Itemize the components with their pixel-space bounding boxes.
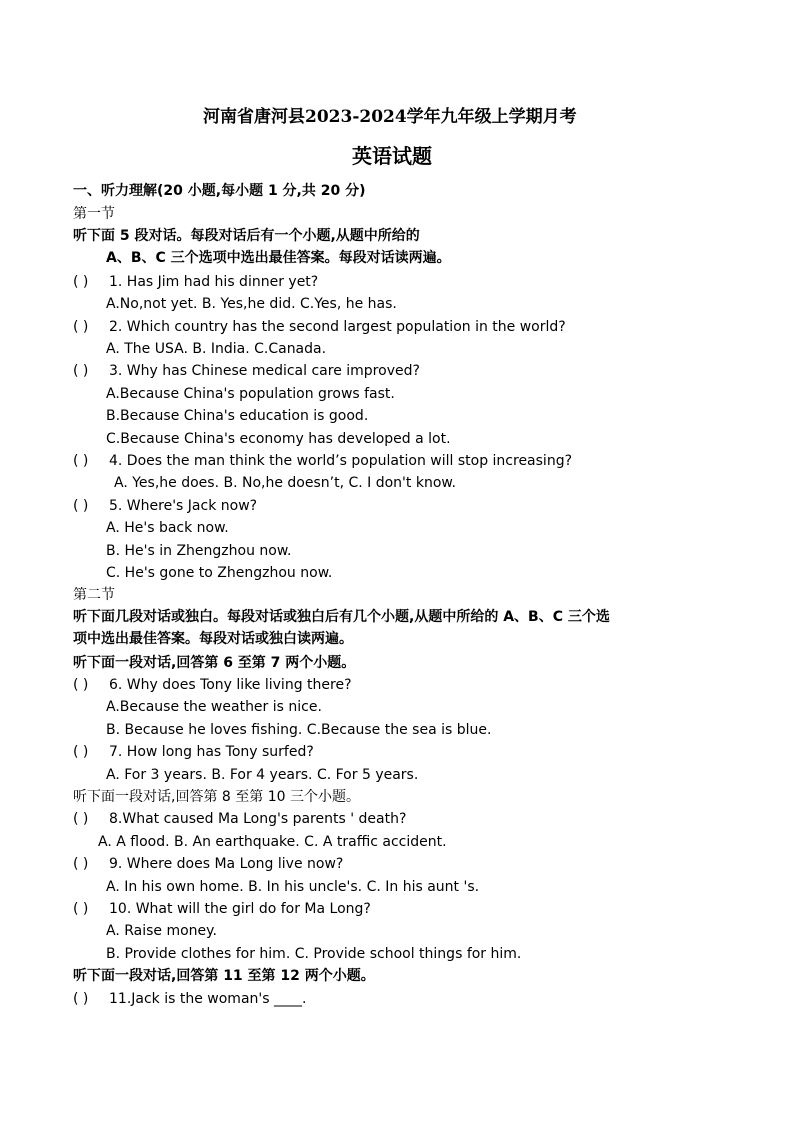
part1-instruction-line1: 听下面 5 段对话。每段对话后有一个小题,从题中所给的 bbox=[73, 228, 420, 244]
answer-blank[interactable]: ( ) bbox=[73, 856, 89, 872]
group-2-instruction: 听下面一段对话,回答第 8 至第 10 三个小题。 bbox=[73, 789, 360, 805]
question-3 bbox=[73, 362, 420, 380]
question-4-options: A. Yes,he does. B. No,he doesn’t, C. I don't know. bbox=[114, 475, 457, 491]
part2-instruction-line2: 项中选出最佳答案。每段对话或独白读两遍。 bbox=[73, 631, 353, 647]
answer-blank[interactable]: ( ) bbox=[73, 744, 89, 760]
answer-blank[interactable]: ( ) bbox=[73, 319, 89, 335]
part2-instruction-line1: 听下面几段对话或独白。每段对话或独白后有几个小题,从题中所给的 A、B、C 三个选 bbox=[73, 609, 610, 625]
part1-label: 第一节 bbox=[73, 206, 115, 222]
answer-blank[interactable]: ( ) bbox=[73, 363, 89, 379]
question-9-options: A. In his own home. B. In his uncle's. C. In his aunt 's. bbox=[106, 879, 480, 895]
question-8 bbox=[73, 810, 406, 828]
question-5-stem: 5. Where's Jack now? bbox=[109, 498, 258, 514]
group-3-instruction: 听下面一段对话,回答第 11 至第 12 两个小题。 bbox=[73, 968, 375, 984]
question-11 bbox=[73, 990, 306, 1008]
question-7-options: A. For 3 years. B. For 4 years. C. For 5 years. bbox=[106, 767, 419, 783]
part2-label: 第二节 bbox=[73, 587, 115, 603]
question-6-option-bc: B. Because he loves fishing. C.Because the sea is blue. bbox=[106, 722, 492, 738]
question-2-stem: 2. Which country has the second largest population in the world? bbox=[109, 319, 566, 335]
question-1-options: A.No,not yet. B. Yes,he did. C.Yes, he has. bbox=[106, 296, 397, 312]
question-10-stem: 10. What will the girl do for Ma Long? bbox=[109, 901, 371, 917]
answer-blank[interactable]: ( ) bbox=[73, 991, 89, 1007]
question-3-option-a: A.Because China's population grows fast. bbox=[106, 386, 395, 402]
exam-title: 河南省唐河县2023-2024学年九年级上学期月考 bbox=[203, 107, 577, 127]
question-5-option-c: C. He's gone to Zhengzhou now. bbox=[106, 565, 333, 581]
question-3-option-b: B.Because China's education is good. bbox=[106, 408, 369, 424]
answer-blank[interactable]: ( ) bbox=[73, 677, 89, 693]
question-8-stem: 8.What caused Ma Long's parents ' death? bbox=[109, 811, 407, 827]
question-6 bbox=[73, 676, 352, 694]
question-9 bbox=[73, 855, 343, 873]
question-5 bbox=[73, 497, 257, 515]
question-6-option-a: A.Because the weather is nice. bbox=[106, 699, 322, 715]
answer-blank[interactable]: ( ) bbox=[73, 811, 89, 827]
question-5-option-a: A. He's back now. bbox=[106, 520, 229, 536]
question-10 bbox=[73, 900, 371, 918]
question-10-option-bc: B. Provide clothes for him. C. Provide school things for him. bbox=[106, 946, 522, 962]
group-1-instruction: 听下面一段对话,回答第 6 至第 7 两个小题。 bbox=[73, 655, 356, 671]
section-heading: 一、听力理解(20 小题,每小题 1 分,共 20 分) bbox=[73, 183, 366, 199]
question-1 bbox=[73, 273, 318, 291]
question-8-options: A. A flood. B. An earthquake. C. A traffic accident. bbox=[98, 834, 447, 850]
question-6-stem: 6. Why does Tony like living there? bbox=[109, 677, 352, 693]
answer-blank[interactable]: ( ) bbox=[73, 453, 89, 469]
question-7 bbox=[73, 743, 314, 761]
answer-blank[interactable]: ( ) bbox=[73, 274, 89, 290]
answer-blank[interactable]: ( ) bbox=[73, 901, 89, 917]
question-11-stem: 11.Jack is the woman's ____. bbox=[109, 991, 307, 1007]
question-2 bbox=[73, 318, 566, 336]
question-4 bbox=[73, 452, 572, 470]
question-9-stem: 9. Where does Ma Long live now? bbox=[109, 856, 344, 872]
answer-blank[interactable]: ( ) bbox=[73, 498, 89, 514]
question-1-stem: 1. Has Jim had his dinner yet? bbox=[109, 274, 319, 290]
question-10-option-a: A. Raise money. bbox=[106, 923, 217, 939]
question-5-option-b: B. He's in Zhengzhou now. bbox=[106, 543, 292, 559]
question-3-option-c: C.Because China's economy has developed a lot. bbox=[106, 431, 451, 447]
question-7-stem: 7. How long has Tony surfed? bbox=[109, 744, 314, 760]
question-4-stem: 4. Does the man think the world’s population will stop increasing? bbox=[109, 453, 573, 469]
part1-instruction-line2: A、B、C 三个选项中选出最佳答案。每段对话读两遍。 bbox=[106, 250, 451, 266]
exam-subtitle: 英语试题 bbox=[352, 144, 432, 168]
question-2-options: A. The USA. B. India. C.Canada. bbox=[106, 341, 327, 357]
question-3-stem: 3. Why has Chinese medical care improved? bbox=[109, 363, 420, 379]
